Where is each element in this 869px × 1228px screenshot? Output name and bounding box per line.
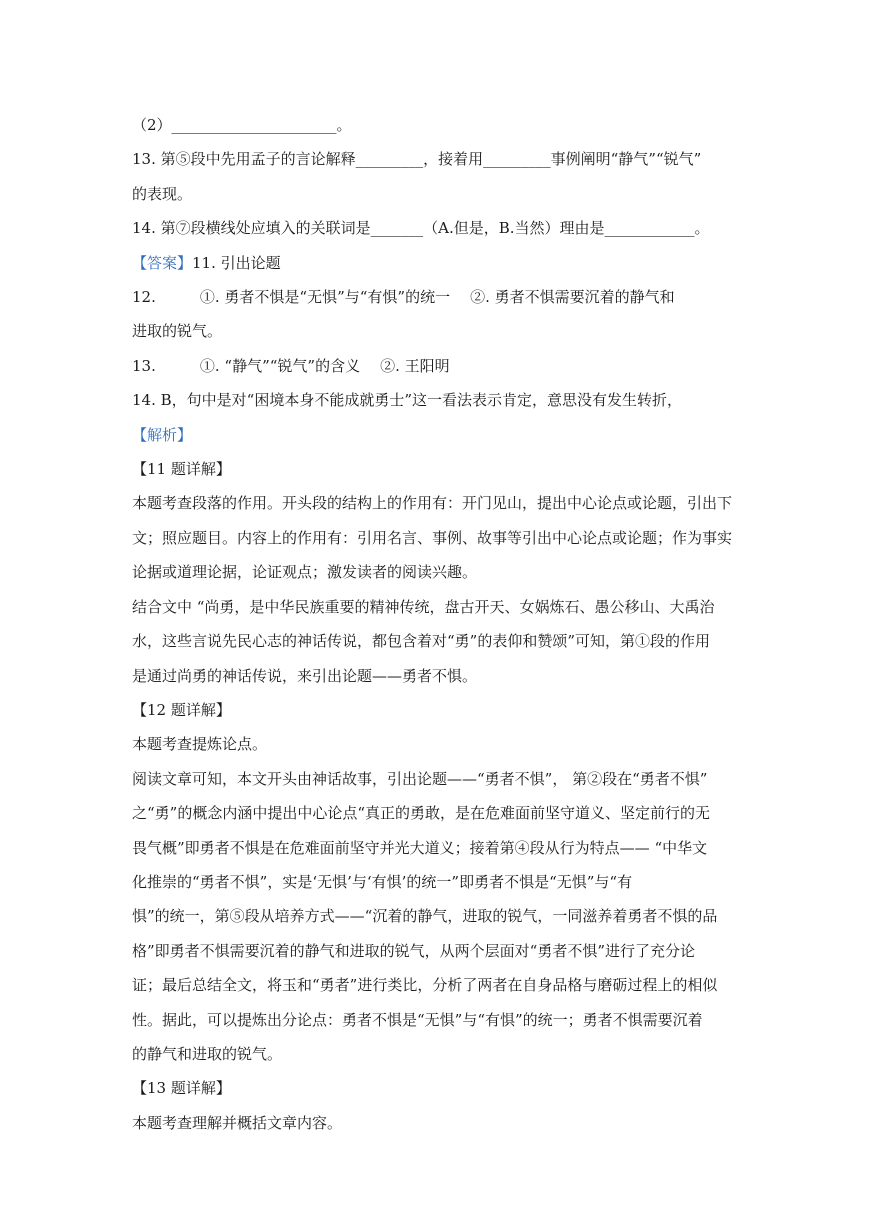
answer-tag: 【答案】 [132, 253, 193, 272]
text-line: 性。据此，可以提炼出分论点：勇者不惧是“无惧”与“有惧”的统一；勇者不惧需要沉着 [132, 1010, 703, 1029]
text-line: 本题考查段落的作用。开头段的结构上的作用有：开门见山，提出中心论点或论题，引出下 [132, 494, 733, 513]
question-13: 13. 第⑤段中先用孟子的言论解释_________，接着用_________事例阐明“静气”“锐气” [132, 150, 702, 169]
text-line: 畏气概”即勇者不惧是在危难面前坚守并光大道义；接着第④段从行为特点—— “中华文 [132, 838, 708, 857]
text-line: 是通过尚勇的神话传说，来引出论题——勇者不惧。 [132, 666, 478, 685]
section-heading-11: 【11 题详解】 [132, 460, 231, 479]
analysis-heading-line [132, 418, 747, 452]
answer-13 [132, 349, 747, 383]
document-body [132, 108, 747, 1140]
text-line: 的表现。 [132, 184, 193, 203]
question-14: 14. 第⑦段横线处应填入的关联词是_______（A.但是，B.当然）理由是____________。 [132, 219, 710, 238]
text-line: 格”即勇者不惧需要沉着的静气和进取的锐气，从两个层面对“勇者不惧”进行了充分论 [132, 941, 696, 960]
answer-heading-line [132, 246, 747, 280]
text-line: 文；照应题目。内容上的作用有：引用名言、事例、故事等引出中心论点或论题；作为事实 [132, 528, 733, 547]
answer-part-b: ②. 王阳明 [380, 356, 450, 375]
text-line: 本题考查理解并概括文章内容。 [132, 1113, 343, 1132]
answer-12 [132, 280, 747, 314]
answer-11: 11. 引出论题 [192, 253, 281, 272]
section-heading-13: 【13 题详解】 [132, 1079, 231, 1098]
text-line: 化推崇的“勇者不惧”，实是‘无惧’与‘有惧’的统一”即勇者不惧是“无惧”与“有 [132, 872, 633, 891]
answer-part-a: ①. “静气”“锐气”的含义 [199, 356, 361, 375]
text-line: 之“勇”的概念内涵中提出中心论点“真正的勇敢，是在危难面前坚守道义、坚定前行的无 [132, 804, 711, 823]
analysis-tag: 【解析】 [132, 425, 193, 444]
text-line: 结合文中 “尚勇，是中华民族重要的精神传统，盘古开天、女娲炼石、愚公移山、大禹治 [132, 597, 715, 616]
answer-14: 14. B，句中是对“困境本身不能成就勇士”这一看法表示肯定，意思没有发生转折， [132, 391, 682, 410]
text-line: 进取的锐气。 [132, 322, 223, 341]
answer-number: 13. [132, 356, 156, 375]
text-line: 的静气和进取的锐气。 [132, 1044, 283, 1063]
section-heading-12: 【12 题详解】 [132, 700, 231, 719]
text-line: （2）______________________。 [132, 116, 352, 134]
text-line: 论据或道理论据，论证观点；激发读者的阅读兴趣。 [132, 563, 478, 582]
text-line: 证；最后总结全文，将玉和“勇者”进行类比，分析了两者在自身品格与磨砺过程上的相似 [132, 976, 718, 995]
text-line: 惧”的统一，第⑤段从培养方式——“沉着的静气，进取的锐气，一同滋养着勇者不惧的品 [132, 907, 718, 926]
answer-part-a: ①. 勇者不惧是“无惧”与“有惧”的统一 [199, 288, 451, 307]
text-line: 本题考查提炼论点。 [132, 735, 268, 754]
text-line: 阅读文章可知，本文开头由神话故事，引出论题——“勇者不惧”， 第②段在“勇者不惧” [132, 769, 708, 788]
answer-number: 12. [132, 288, 156, 307]
text-line: 水，这些言说先民心志的神话传说，都包含着对“勇”的表仰和赞颂”可知，第①段的作用 [132, 632, 711, 651]
answer-part-b: ②. 勇者不惧需要沉着的静气和 [470, 288, 675, 307]
